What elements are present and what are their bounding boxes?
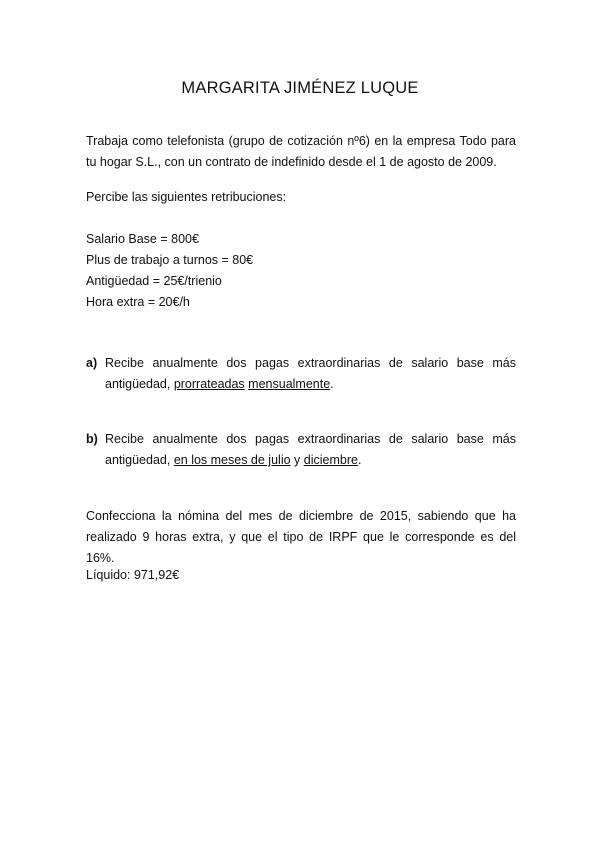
option-b-text: Recibe anualmente dos pagas extraordinarias de salario base más antigüedad, en los meses de julio y diciembre. <box>105 432 516 467</box>
liquido-result: Líquido: 971,92€ <box>86 568 180 582</box>
intro-paragraph: Trabaja como telefonista (grupo de cotización nº6) en la empresa Todo para tu hogar S.L., con un contrato de indefinido desde el 1 de agosto de 2009. <box>86 134 516 169</box>
option-a-marker: a) <box>86 356 98 370</box>
retribucion-salario-base: Salario Base = 800€ <box>86 232 199 246</box>
retribucion-antiguedad: Antigüedad = 25€/trienio <box>86 274 222 288</box>
retribuciones-heading: Percibe las siguientes retribuciones: <box>86 190 287 204</box>
task-paragraph: Confecciona la nómina del mes de diciembre de 2015, sabiendo que ha realizado 9 horas extra, y que el tipo de IRPF que le corresponde es del 16%. <box>86 509 516 565</box>
retribucion-hora-extra: Hora extra = 20€/h <box>86 295 190 309</box>
option-b-marker: b) <box>86 432 98 446</box>
option-b-underline-2: diciembre <box>303 453 358 467</box>
option-a <box>86 353 516 395</box>
option-a-underline-1: prorrateadas <box>173 377 245 391</box>
option-b <box>86 429 516 471</box>
retribucion-plus-turnos: Plus de trabajo a turnos = 80€ <box>86 253 254 267</box>
page-title: MARGARITA JIMÉNEZ LUQUE <box>181 79 419 97</box>
retribuciones-list <box>86 229 516 313</box>
option-a-underline-2: mensualmente <box>248 377 331 391</box>
option-b-underline-1: en los meses de julio <box>173 453 291 467</box>
option-a-text: Recibe anualmente dos pagas extraordinarias de salario base más antigüedad, prorrateadas mensualmente. <box>105 356 516 391</box>
